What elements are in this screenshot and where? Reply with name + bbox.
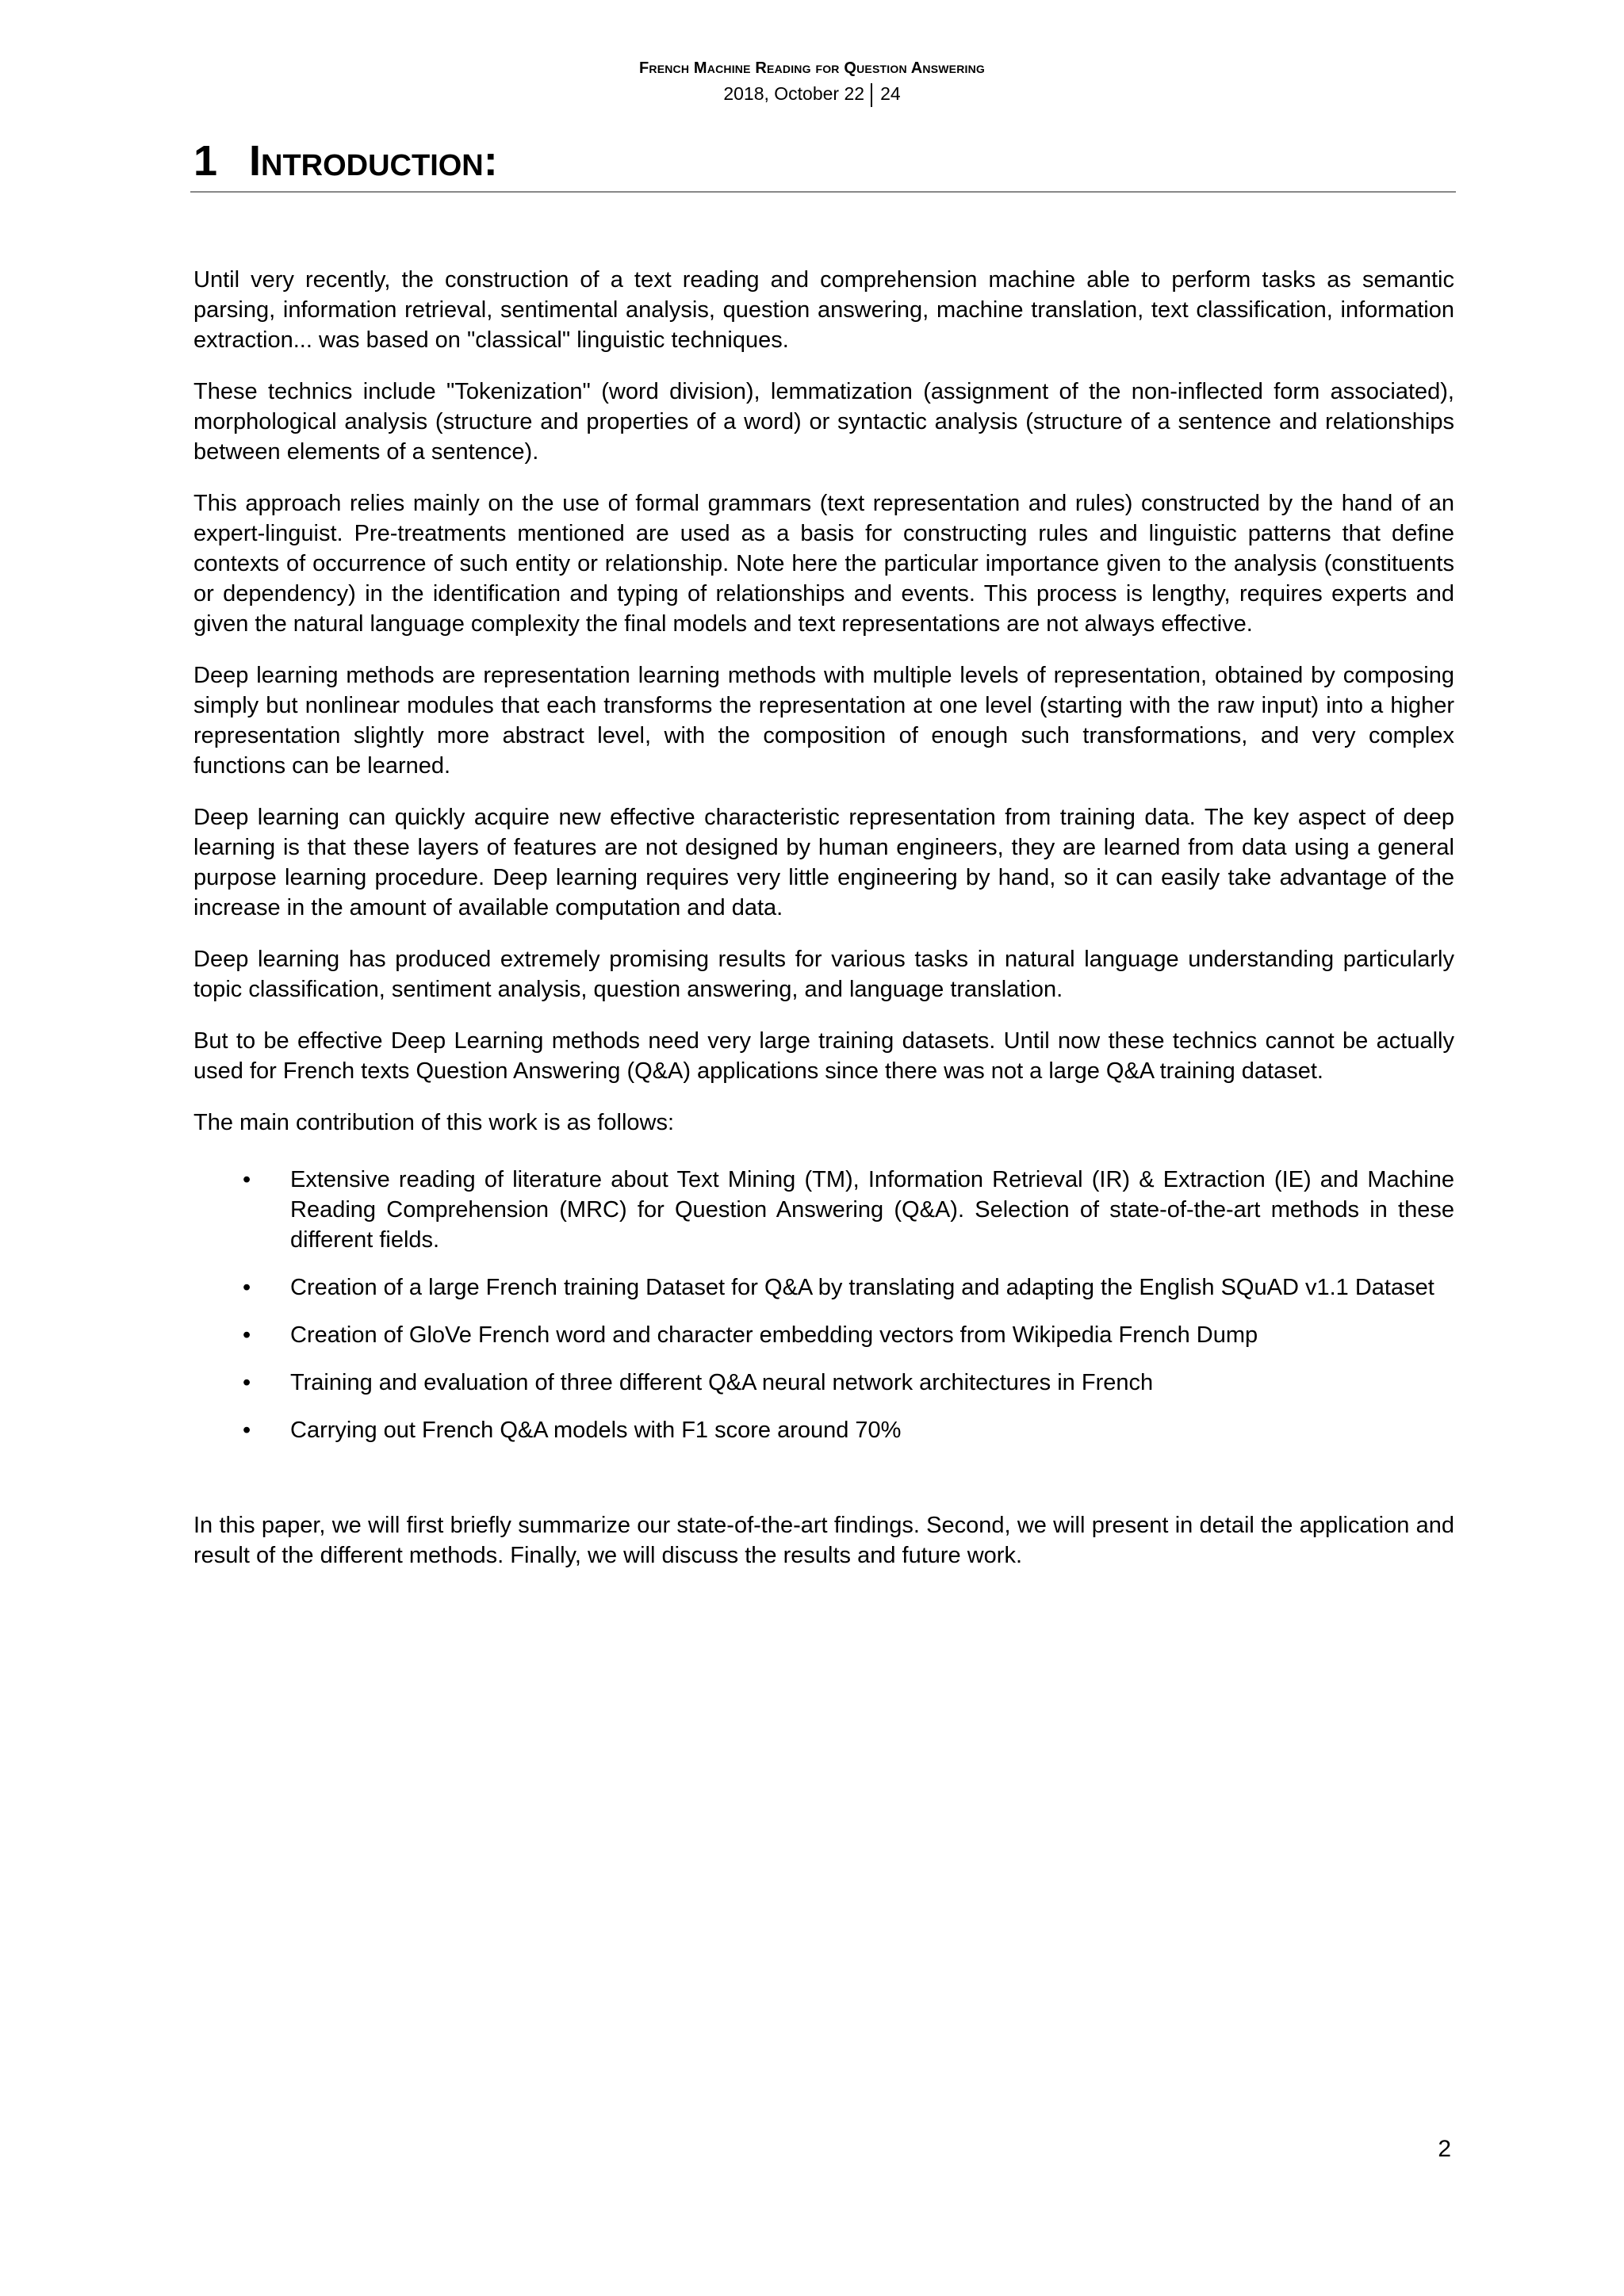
running-header-date: 2018, October 22: [723, 83, 865, 104]
list-item: [193, 1165, 1454, 1255]
paragraph: Deep learning can quickly acquire new effective characteristic representation from training data. The key aspect of deep learning is that these layers of features are not designed by human engineers, they are learned from data using a general purpose learning procedure. Deep learning requires very little engineering by hand, so it can easily take advantage of the increase in the amount of available computation and data.: [193, 805, 1454, 920]
paragraph: These technics include "Tokenization" (word division), lemmatization (assignment of the non-inflected form associated), morphological analysis (structure and properties of a word) or syntactic analysis (structure of a sentence and relationships between elements of a sentence).: [193, 379, 1454, 465]
bullet-icon: •: [243, 1418, 251, 1443]
body-text: [193, 265, 1454, 1592]
bullet-icon: •: [243, 1275, 251, 1300]
header-separator: [871, 83, 872, 107]
bullet-icon: •: [243, 1322, 251, 1348]
list-item-text: Creation of a large French training Dataset for Q&A by translating and adapting the English SQuAD v1.1 Dataset: [290, 1275, 1434, 1300]
paragraph: Until very recently, the construction of a text reading and comprehension machine able to perform tasks as semantic parsing, information retrieval, sentimental analysis, question answering, machine translation, text classification, information extraction... was based on "classical" linguistic techniques.: [193, 267, 1454, 353]
paragraph: The main contribution of this work is as follows:: [193, 1110, 675, 1135]
list-item: [193, 1415, 1454, 1445]
list-item-text: Carrying out French Q&A models with F1 score around 70%: [290, 1418, 902, 1443]
section-number: 1: [193, 137, 218, 185]
paragraph: This approach relies mainly on the use of formal grammars (text representation and rules) constructed by the hand of an expert-linguist. Pre-treatments mentioned are used as a basis for constructing rules and linguistic patterns that define contexts of occurrence of such entity or relationship. Note here the particular importance given to the analysis (constituents or dependency) in the identification and typing of relationships and events. This process is lengthy, requires experts and given the natural language complexity the final models and text representations are not always effective.: [193, 491, 1454, 637]
closing-paragraph: In this paper, we will first briefly summarize our state-of-the-art findings. Second, we will present in detail the application and result of the different methods. Finally, we will discuss the results and future work.: [193, 1513, 1454, 1568]
paragraph: Deep learning has produced extremely promising results for various tasks in natural language understanding particularly topic classification, sentiment analysis, question answering, and language translation.: [193, 947, 1454, 1002]
section-title: Introduction:: [249, 137, 498, 185]
heading-divider: [190, 191, 1456, 193]
list-item-text: Creation of GloVe French word and character embedding vectors from Wikipedia French Dump: [290, 1322, 1258, 1348]
page-number: 2: [1438, 2136, 1451, 2162]
running-header: [0, 57, 1624, 107]
section-heading: [193, 133, 1456, 189]
list-item: [193, 1272, 1454, 1303]
running-header-total-pages: 24: [880, 83, 901, 104]
list-item-text: Training and evaluation of three different Q&A neural network architectures in French: [290, 1370, 1154, 1395]
running-header-title: French Machine Reading for Question Answering: [638, 59, 986, 77]
list-item: [193, 1368, 1454, 1398]
bullet-icon: •: [243, 1167, 251, 1192]
list-item-text: Extensive reading of literature about Text Mining (TM), Information Retrieval (IR) & Extraction (IE) and Machine Reading Comprehension (MRC) for Question Answering (Q&A). Selection of state-of-the-art methods in these different fields.: [290, 1167, 1454, 1253]
contribution-list: [193, 1165, 1454, 1445]
paragraph: But to be effective Deep Learning methods need very large training datasets. Until now these technics cannot be actually used for French texts Question Answering (Q&A) applications since there was not a large Q&A training dataset.: [193, 1028, 1454, 1084]
running-header-info: [0, 81, 1624, 107]
bullet-icon: •: [243, 1370, 251, 1395]
paragraph: Deep learning methods are representation learning methods with multiple levels of representation, obtained by composing simply but nonlinear modules that each transforms the representation at one level (starting with the raw input) into a higher representation slightly more abstract level, with the composition of enough such transformations, and very complex functions can be learned.: [193, 663, 1454, 779]
list-item: [193, 1320, 1454, 1350]
